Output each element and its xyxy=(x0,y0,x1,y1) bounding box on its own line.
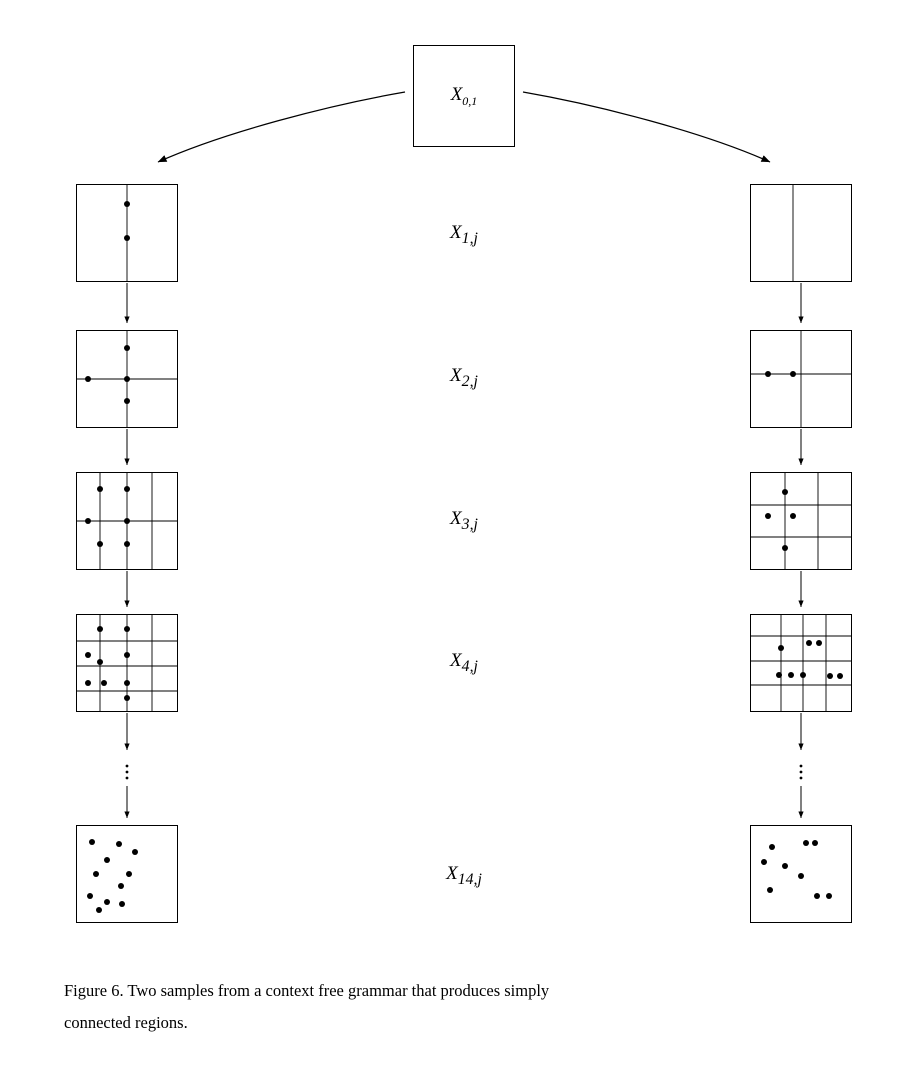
left-panel-level2 xyxy=(76,330,178,428)
level-label-14: $X_{14,j}$ xyxy=(446,863,482,888)
right-panel-level3 xyxy=(750,472,852,570)
right-panel-level2 xyxy=(750,330,852,428)
root-node-label: $X_{0,1}$ xyxy=(450,83,478,108)
level-label-3: $X_{3,j}$ xyxy=(450,508,478,533)
right-panel-level14 xyxy=(750,825,852,923)
right-panel-level4 xyxy=(750,614,852,712)
caption-line-1: Figure 6. Two samples from a context free grammar that produces simply xyxy=(64,981,550,1000)
caption-line-2: connected regions. xyxy=(64,1013,188,1033)
left-panel-level3 xyxy=(76,472,178,570)
left-panel-level14 xyxy=(76,825,178,923)
level-label-2: $X_{2,j}$ xyxy=(450,365,478,390)
left-panel-level1 xyxy=(76,184,178,282)
level-label-1: $X_{1,j}$ xyxy=(450,222,478,247)
root-node-box xyxy=(413,45,515,147)
left-panel-level4 xyxy=(76,614,178,712)
figure-caption xyxy=(64,975,854,1039)
level-label-4: $X_{4,j}$ xyxy=(450,650,478,675)
right-panel-level1 xyxy=(750,184,852,282)
